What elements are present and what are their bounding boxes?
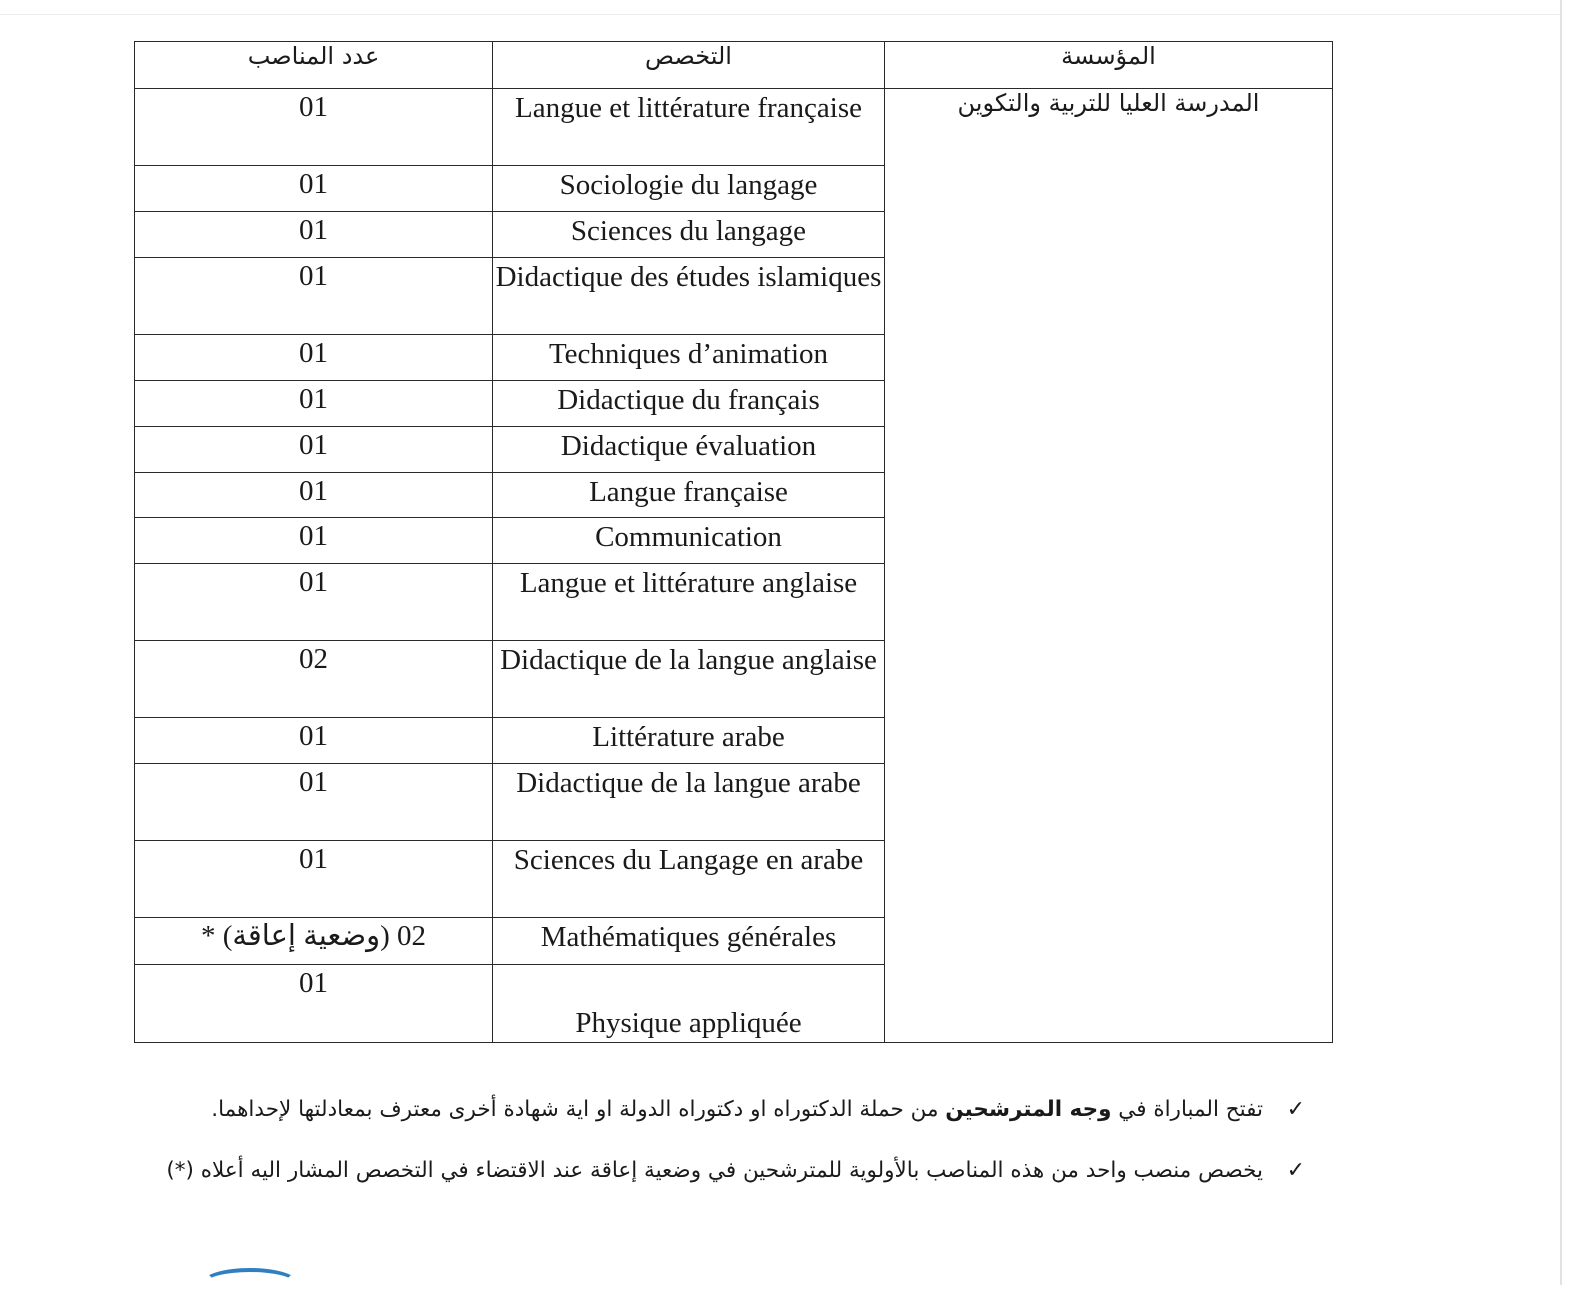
specialty-cell: Didactique des études islamiques [493, 258, 885, 335]
header-specialty: التخصص [493, 42, 885, 89]
count-cell: 01 [135, 166, 493, 212]
count-cell: 01 [135, 89, 493, 166]
specialty-cell [493, 965, 885, 1043]
positions-table [134, 41, 1333, 1043]
count-cell: 01 [135, 564, 493, 641]
note-bold-text: وجه المترشحين [945, 1097, 1112, 1122]
specialty-cell: Didactique de la langue anglaise [493, 641, 885, 718]
check-icon: ✓ [1286, 1097, 1305, 1122]
specialty-cell: Langue et littérature française [493, 89, 885, 166]
count-cell: 01 [135, 258, 493, 335]
header-institution: المؤسسة [885, 42, 1333, 89]
stamp-edge-mark [202, 1268, 298, 1298]
specialty-cell: Langue française [493, 473, 885, 518]
count-cell: 02 [135, 641, 493, 718]
page-right-edge [1560, 0, 1562, 1285]
count-cell: 01 [135, 718, 493, 764]
note-item [134, 1153, 1309, 1188]
count-cell: 01 [135, 518, 493, 564]
institution-cell: المدرسة العليا للتربية والتكوين [885, 89, 1333, 1043]
specialty-cell: Sociologie du langage [493, 166, 885, 212]
note-text: من حملة الدكتوراه او دكتوراه الدولة او اية شهادة أخرى معترف بمعادلتها لإحداهما. [211, 1097, 946, 1122]
count-cell: 02 (وضعية إعاقة) * [135, 918, 493, 965]
specialty-cell: Sciences du Langage en arabe [493, 841, 885, 918]
header-count: عدد المناصب [135, 42, 493, 89]
specialty-cell: Communication [493, 518, 885, 564]
specialty-cell: Didactique évaluation [493, 427, 885, 473]
count-cell: 01 [135, 335, 493, 381]
count-cell: 01 [135, 427, 493, 473]
check-icon: ✓ [1286, 1158, 1305, 1183]
specialty-cell: Didactique du français [493, 381, 885, 427]
count-cell: 01 [135, 473, 493, 518]
note-text: تفتح المباراة في [1111, 1097, 1263, 1122]
specialty-text: Physique appliquée [575, 1007, 802, 1039]
table-row [135, 89, 1333, 166]
table-header-row [135, 42, 1333, 89]
note-text: يخصص منصب واحد من هذه المناصب بالأولوية للمترشحين في وضعية إعاقة عند الاقتضاء في التخصص المشار اليه أعلاه (*) [166, 1158, 1263, 1183]
count-cell: 01 [135, 381, 493, 427]
note-item [134, 1092, 1309, 1127]
count-cell: 01 [135, 841, 493, 918]
count-cell: 01 [135, 212, 493, 258]
specialty-cell: Techniques d’animation [493, 335, 885, 381]
count-cell: 01 [135, 965, 493, 1043]
page-top-rule [0, 14, 1560, 15]
specialty-cell: Mathématiques générales [493, 918, 885, 965]
specialty-cell: Langue et littérature anglaise [493, 564, 885, 641]
specialty-cell: Didactique de la langue arabe [493, 764, 885, 841]
specialty-cell: Sciences du langage [493, 212, 885, 258]
notes-section [134, 1092, 1309, 1214]
count-cell: 01 [135, 764, 493, 841]
specialty-cell: Littérature arabe [493, 718, 885, 764]
